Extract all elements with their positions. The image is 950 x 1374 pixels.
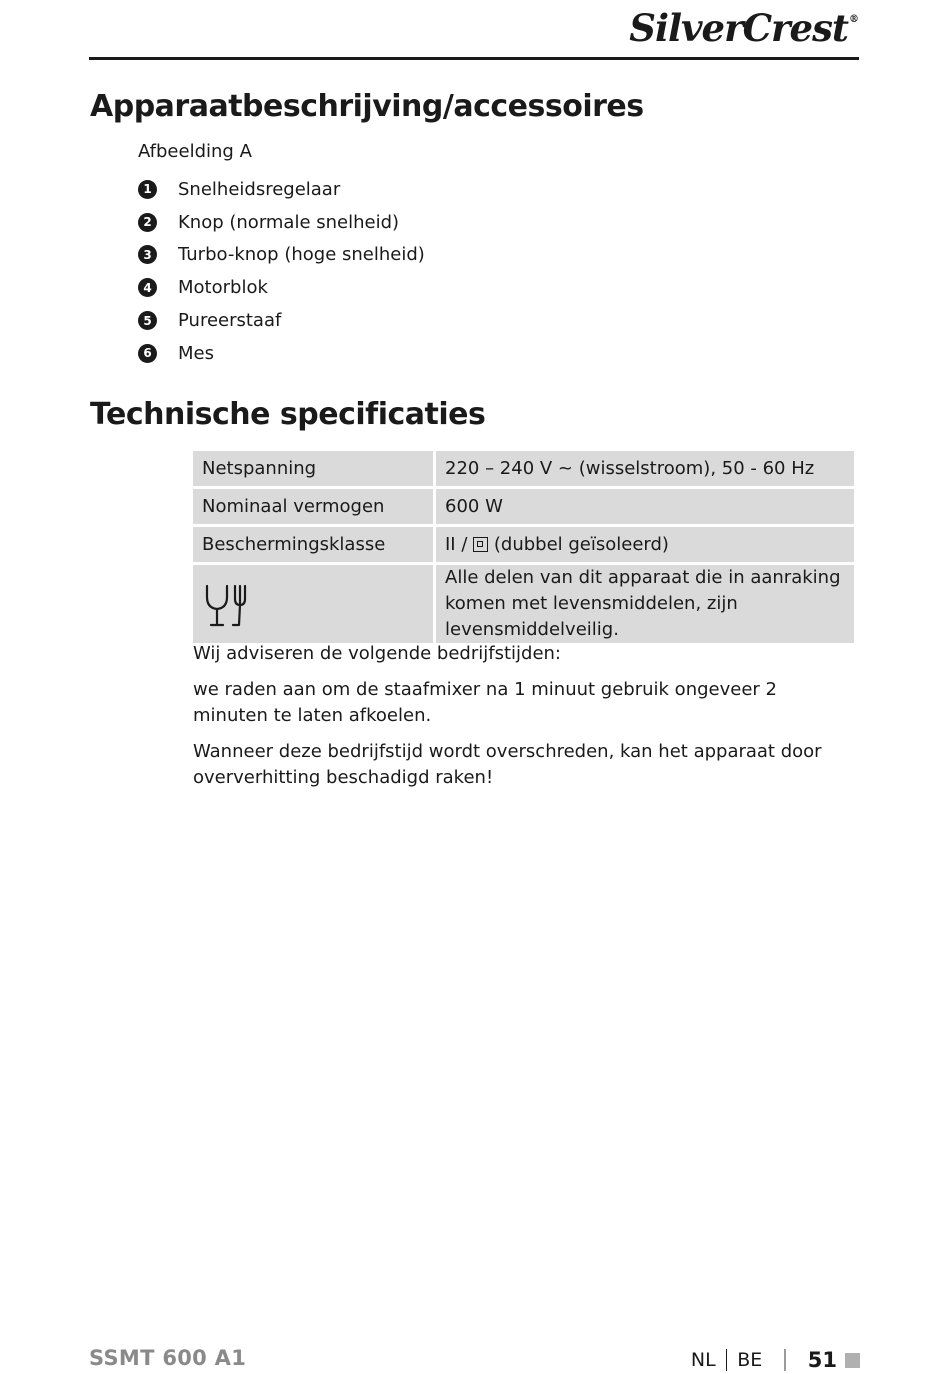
table-row (193, 527, 854, 562)
list-item (138, 271, 425, 304)
footer-model: SSMT 600 A1 (89, 1346, 247, 1370)
spec-value: Alle delen van dit apparaat die in aanraking komen met levensmiddelen, zijn levensmiddelveilig. (436, 565, 854, 643)
part-label: Motorblok (178, 277, 268, 299)
list-item (138, 337, 425, 370)
section-title-specs: Technische specificaties (90, 397, 486, 432)
part-label: Mes (178, 342, 214, 364)
table-row (193, 489, 854, 524)
footer-lang-be: BE (737, 1349, 763, 1371)
footer-lang-nl: NL (690, 1349, 716, 1371)
part-label: Snelheidsregelaar (178, 178, 341, 200)
spec-key: Netspanning (193, 451, 433, 486)
brand-logo: SilverCrest® (629, 6, 858, 50)
part-label: Turbo-knop (hoge snelheid) (178, 244, 425, 266)
number-badge: 1 (138, 180, 157, 199)
page-number: 51 (807, 1348, 837, 1372)
spec-key (193, 565, 433, 643)
footer-page-info (691, 1348, 860, 1372)
parts-list (138, 173, 425, 370)
divider (784, 1349, 786, 1371)
square-icon (845, 1353, 860, 1368)
paragraph: Wij adviseren de volgende bedrijfstijden: (193, 643, 561, 664)
divider (726, 1349, 728, 1371)
spec-key: Nominaal vermogen (193, 489, 433, 524)
spec-key: Beschermingsklasse (193, 527, 433, 562)
spec-value: 220 – 240 V ~ (wisselstroom), 50 - 60 Hz (436, 451, 854, 486)
glass-fork-icon (202, 580, 252, 630)
list-item (138, 173, 425, 206)
section-title-description: Apparaatbeschrijving/accessoires (90, 89, 644, 124)
list-item (138, 206, 425, 239)
number-badge: 2 (138, 213, 157, 232)
header-rule (89, 57, 859, 60)
part-label: Pureerstaaf (178, 310, 282, 332)
spec-table (190, 448, 857, 646)
number-badge: 5 (138, 311, 157, 330)
table-row (193, 451, 854, 486)
list-item (138, 239, 425, 272)
number-badge: 6 (138, 344, 157, 363)
number-badge: 3 (138, 245, 157, 264)
number-badge: 4 (138, 278, 157, 297)
paragraph: we raden aan om de staafmixer na 1 minuut gebruik ongeveer 2 minuten te laten afkoelen. (193, 679, 777, 726)
spec-value: 600 W (436, 489, 854, 524)
paragraph: Wanneer deze bedrijfstijd wordt overschreden, kan het apparaat door oververhitting beschadigd raken! (193, 741, 822, 788)
spec-value: II / (dubbel geïsoleerd) (436, 527, 854, 562)
part-label: Knop (normale snelheid) (178, 211, 400, 233)
table-row (193, 565, 854, 643)
list-item (138, 304, 425, 337)
figure-label: Afbeelding A (138, 141, 252, 162)
double-insulation-icon (473, 537, 488, 552)
